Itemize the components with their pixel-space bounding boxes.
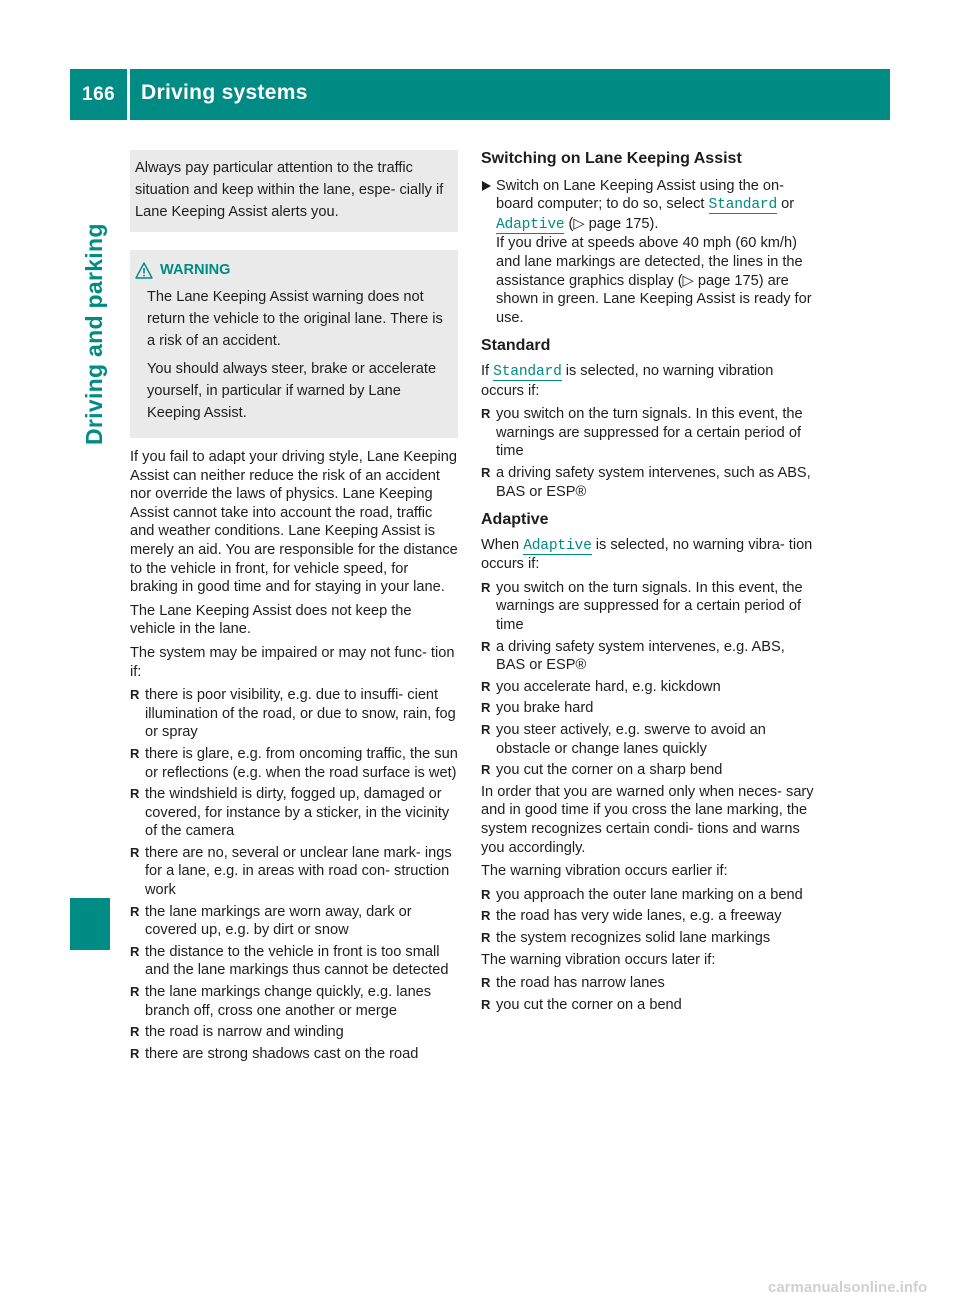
bullet-icon: R (130, 687, 140, 703)
list-item: R there is glare, e.g. from oncoming traffic, the sun or reflections (e.g. when the road surface is wet) (130, 745, 458, 781)
bullet-icon: R (481, 975, 491, 991)
warning-paragraph: You should always steer, brake or accelerate yourself, in particular if warned by Lane Keeping Assist. (147, 361, 437, 421)
list-item: R the system recognizes solid lane markings (481, 929, 771, 946)
step-detail: If you drive at speeds above 40 mph (60 km/h) and lane markings are detected, the lines in the assistance graphics display (▷ page 175) are shown in green. Lane Keeping Assist is ready for use. (496, 235, 812, 326)
warning-heading (135, 259, 452, 281)
adaptive-option-label: Adaptive (496, 216, 565, 233)
standard-heading: Standard (481, 337, 551, 355)
note-box (130, 150, 458, 232)
list-item: R there is poor visibility, e.g. due to insuffi- cient illumination of the road, or due to snow, rain, fog or spray (130, 687, 456, 741)
list-item: R a driving safety system intervenes, such as ABS, BAS or ESP® (481, 464, 811, 500)
impairment-list (130, 686, 458, 1063)
warning-paragraph: The Lane Keeping Assist warning does not return the vehicle to the original lane. There is a risk of an accident. (147, 289, 443, 349)
note-text: Always pay particular attention to the traffic situation and keep within the lane, espe- cially if Lane Keeping Assist alerts you. (135, 160, 444, 220)
bullet-icon: R (481, 638, 491, 654)
body-paragraph: The system may be impaired or may not func- tion if: (130, 644, 455, 680)
warning-box (130, 250, 458, 438)
body-paragraph: The warning vibration occurs later if: (481, 951, 716, 968)
bullet-icon: R (481, 464, 491, 480)
switching-heading: Switching on Lane Keeping Assist (481, 150, 742, 167)
chapter-side-tab: Driving and parking (81, 223, 107, 445)
list-item: R you switch on the turn signals. In this event, the warnings are suppressed for a certain period of time (481, 579, 803, 634)
bullet-icon: R (130, 786, 140, 802)
bullet-icon: R (130, 844, 140, 860)
list-item: R the road has narrow lanes (481, 975, 665, 992)
header-divider (127, 69, 130, 120)
warning-triangle-icon (135, 262, 153, 279)
bullet-icon: R (130, 943, 140, 959)
list-item: R you cut the corner on a bend (481, 996, 682, 1013)
bullet-icon: R (481, 908, 491, 924)
list-item: R there are strong shadows cast on the road (130, 1045, 419, 1062)
watermark: carmanualsonline.info (768, 1279, 928, 1296)
bullet-icon: R (481, 886, 491, 902)
adaptive-list (481, 579, 817, 780)
body-paragraph: The warning vibration occurs earlier if: (481, 863, 728, 880)
adaptive-option-label: Adaptive (523, 537, 592, 554)
list-item: R the distance to the vehicle in front is too small and the lane markings thus cannot be detected (130, 943, 449, 979)
bullet-icon: R (130, 903, 140, 919)
bullet-icon: R (481, 700, 491, 716)
body-paragraph: The Lane Keeping Assist does not keep the vehicle in the lane. (130, 602, 412, 638)
bullet-icon: R (481, 579, 491, 595)
warning-title: WARNING (160, 262, 231, 278)
later-list (481, 974, 817, 1014)
list-item: R you switch on the turn signals. In this event, the warnings are suppressed for a certain period of time (481, 406, 803, 460)
list-item: R you brake hard (481, 700, 594, 717)
list-item: R the road is narrow and winding (130, 1024, 344, 1041)
adaptive-heading: Adaptive (481, 511, 549, 529)
standard-intro: If Standard is selected, no warning vibration occurs if: (481, 362, 774, 399)
page-reference: (▷ page 175). (568, 215, 659, 232)
bullet-icon: R (481, 929, 491, 945)
chapter-marker-block (70, 898, 110, 950)
body-paragraph: If you fail to adapt your driving style, Lane Keeping Assist can neither reduce the risk of an accident nor override the laws of physics. Lane Keeping Assist cannot take into account the road, traffic and weather conditions. Lane Keeping Assist is merely an aid. You are responsible for the distance to the vehicle in front, for vehicle speed, for braking in good time and for staying in your lane. (130, 449, 458, 596)
list-item: R you approach the outer lane marking on a bend (481, 886, 803, 903)
list-item: R the lane markings change quickly, e.g. lanes branch off, cross one another or merge (130, 984, 432, 1019)
section-title: Driving systems (141, 81, 308, 104)
standard-list (481, 405, 817, 501)
adaptive-intro: When Adaptive is selected, no warning vibra- tion occurs if: (481, 536, 813, 573)
list-item: R you cut the corner on a sharp bend (481, 762, 723, 779)
step-arrow-icon (482, 181, 491, 191)
list-item: R the road has very wide lanes, e.g. a freeway (481, 908, 782, 925)
earlier-list (481, 886, 817, 948)
standard-option-label: Standard (708, 197, 778, 214)
bullet-icon: R (130, 1045, 140, 1061)
bullet-icon: R (130, 745, 140, 761)
list-item: R the lane markings are worn away, dark or covered up, e.g. by dirt or snow (130, 903, 412, 939)
list-item: R there are no, several or unclear lane mark- ings for a lane, e.g. in areas with road con- struction work (130, 844, 452, 899)
bullet-icon: R (481, 762, 491, 778)
left-column (130, 150, 458, 1066)
bullet-icon: R (130, 984, 140, 1000)
page-number: 166 (82, 84, 116, 105)
bullet-icon: R (481, 996, 491, 1012)
right-column (481, 150, 817, 1017)
bullet-icon: R (481, 406, 491, 422)
list-item: R you steer actively, e.g. swerve to avoid an obstacle or change lanes quickly (481, 722, 766, 757)
list-item: R the windshield is dirty, fogged up, damaged or covered, for instance by a sticker, in the vicinity of the camera (130, 786, 450, 840)
bullet-icon: R (481, 678, 491, 694)
instruction-step: Switch on Lane Keeping Assist using the on- board computer; to do so, select Standard or Adaptive (▷ page 175). If you drive at speeds above 40 mph (60 km/h) and lane markings are detected, the lines in the assistance graphics display (▷ page 175) are shown in green. Lane Keeping Assist is ready for use. (481, 177, 817, 328)
list-item: R you accelerate hard, e.g. kickdown (481, 678, 721, 695)
list-item: R a driving safety system intervenes, e.g. ABS, BAS or ESP® (481, 638, 785, 674)
standard-option-label: Standard (493, 363, 562, 380)
bullet-icon: R (481, 722, 491, 738)
body-paragraph: In order that you are warned only when neces- sary and in good time if you cross the lane marking, the system recognizes certain condi- tions and warns you accordingly. (481, 783, 814, 856)
bullet-icon: R (130, 1024, 140, 1040)
